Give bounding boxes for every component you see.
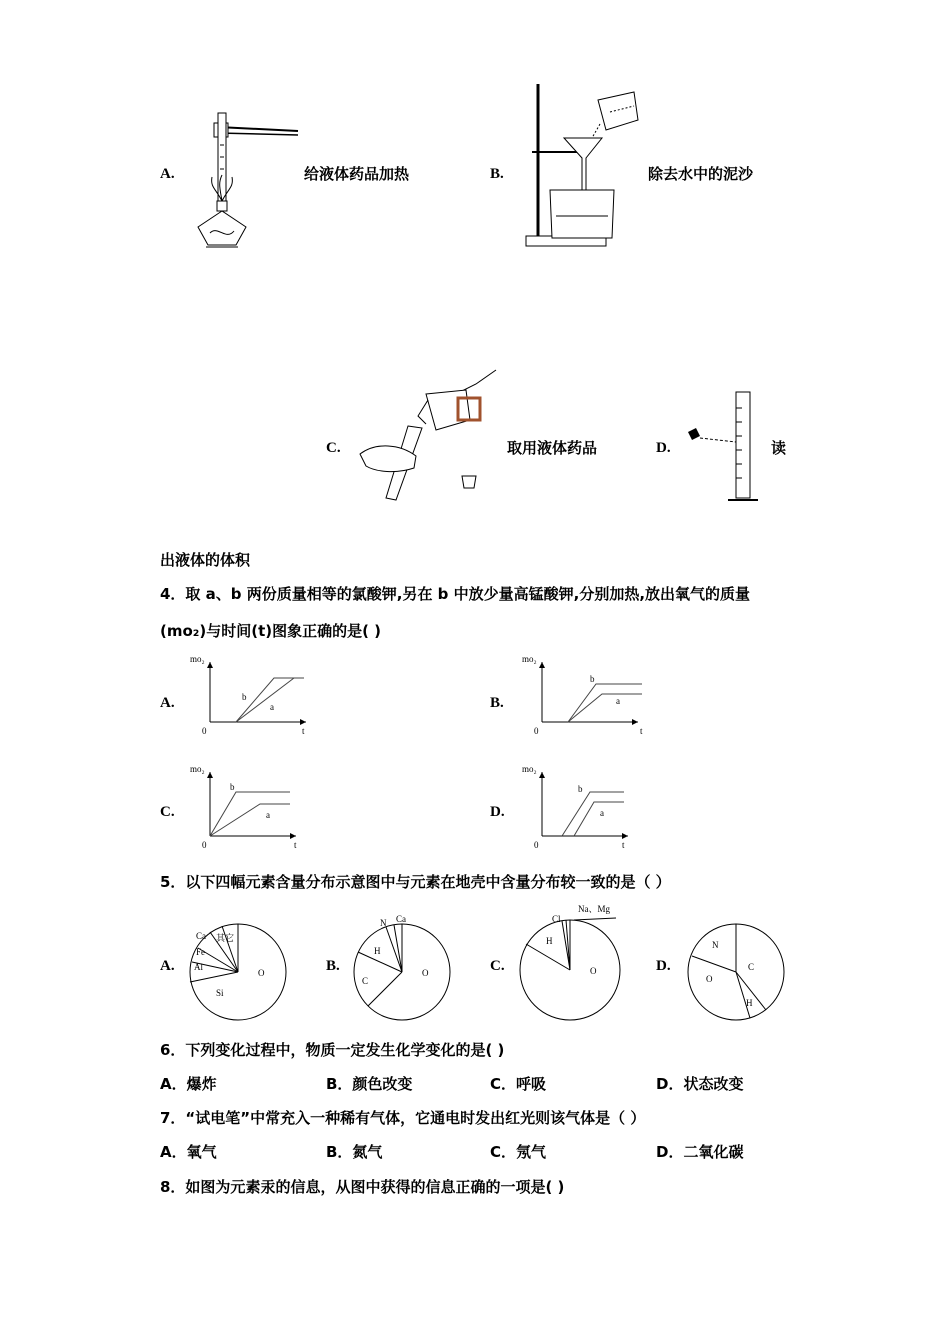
q7-option-d: D．二氧化碳 [656,1143,744,1161]
curve-b-label: b [578,784,583,794]
y-axis-label: mo₂ [190,764,205,774]
q5-option-b-label: B. [326,958,340,974]
q4-graph-c [186,760,316,852]
slice-si: Si [216,988,224,998]
q3-option-d-text-cont: 出液体的体积 [160,551,251,569]
q7-option-a: A．氧气 [160,1143,217,1161]
slice-c: C [362,976,369,986]
q3-option-b-label: B. [490,166,504,182]
slice-o: O [590,966,597,976]
y-axis-label: mo₂ [522,654,537,664]
slice-ca: Ca [196,931,206,941]
slice-o: O [258,968,265,978]
curve-b-label: b [230,782,235,792]
q6-option-b: B．颜色改变 [326,1075,413,1093]
q6-option-d: D．状态改变 [656,1075,744,1093]
slice-other: 其它 [216,933,235,943]
filtration-illustration [522,80,647,250]
q7-option-c: C．氖气 [490,1143,547,1161]
q7-option-b: B．氮气 [326,1143,383,1161]
q7-stem: 7．“试电笔”中常充入一种稀有气体，它通电时发出红光则该气体是（ ） [160,1109,646,1127]
q4-stem-line1: 4．取 a、b 两份质量相等的氯酸钾,另在 b 中放少量高锰酸钾,分别加热,放出氧气的质量 [160,585,751,603]
q5-pie-c [516,898,646,1026]
curve-b-label: b [590,674,595,684]
slice-c: C [748,962,755,972]
alcohol-lamp-heating-illustration [190,105,305,250]
q5-option-c-label: C. [490,958,505,974]
slice-h: H [374,946,381,956]
slice-n: N [712,940,719,950]
origin-label: 0 [202,840,207,850]
q4-graph-d [518,760,648,852]
q5-pie-d [684,920,788,1024]
x-axis-label: t [294,840,297,850]
slice-na-mg: Na、Mg [578,904,610,914]
slice-al: Al [194,962,203,972]
reading-cylinder-illustration [684,388,764,506]
curve-a-label: a [270,702,274,712]
slice-h: H [746,998,753,1008]
curve-a-label: a [266,810,270,820]
q4-option-c-label: C. [160,804,175,820]
slice-h: H [546,936,553,946]
q6-option-a: A．爆炸 [160,1075,217,1093]
q3-option-b-text: 除去水中的泥沙 [648,165,754,183]
q8-stem: 8．如图为元素汞的信息，从图中获得的信息正确的一项是( ) [160,1178,565,1196]
q3-option-c-label: C. [326,440,341,456]
origin-label: 0 [534,840,539,850]
q4-option-b-label: B. [490,695,504,711]
y-axis-label: mo₂ [190,654,205,664]
q5-pie-a [186,922,290,1026]
q6-option-c: C．呼吸 [490,1075,547,1093]
origin-label: 0 [534,726,539,736]
q5-pie-b [350,910,454,1026]
q5-option-d-label: D. [656,958,671,974]
slice-o: O [422,968,429,978]
slice-cl: Cl [552,914,561,924]
q4-graph-b [518,650,648,740]
q6-stem: 6．下列变化过程中，物质一定发生化学变化的是( ) [160,1041,505,1059]
x-axis-label: t [302,726,305,736]
slice-fe: Fe [196,947,205,957]
x-axis-label: t [622,840,625,850]
pouring-liquid-illustration [356,364,504,509]
q4-option-d-label: D. [490,804,505,820]
q4-option-a-label: A. [160,695,175,711]
q5-stem: 5．以下四幅元素含量分布示意图中与元素在地壳中含量分布较一致的是（ ） [160,873,671,891]
x-axis-label: t [640,726,643,736]
q3-option-d-label: D. [656,440,671,456]
q4-stem-line2: (mo₂)与时间(t)图象正确的是( ) [160,622,382,640]
curve-a-label: a [616,696,620,706]
slice-n: N [380,918,387,928]
slice-o: O [706,974,713,984]
q3-option-a-text: 给液体药品加热 [304,165,410,183]
q3-option-c-text: 取用液体药品 [507,439,598,457]
slice-ca: Ca [396,914,406,924]
y-axis-label: mo₂ [522,764,537,774]
q4-graph-a [186,650,316,740]
origin-label: 0 [202,726,207,736]
curve-a-label: a [600,808,604,818]
q3-option-a-label: A. [160,166,175,182]
q5-option-a-label: A. [160,958,175,974]
q3-option-d-text: 读 [771,439,787,457]
curve-b-label: b [242,692,247,702]
